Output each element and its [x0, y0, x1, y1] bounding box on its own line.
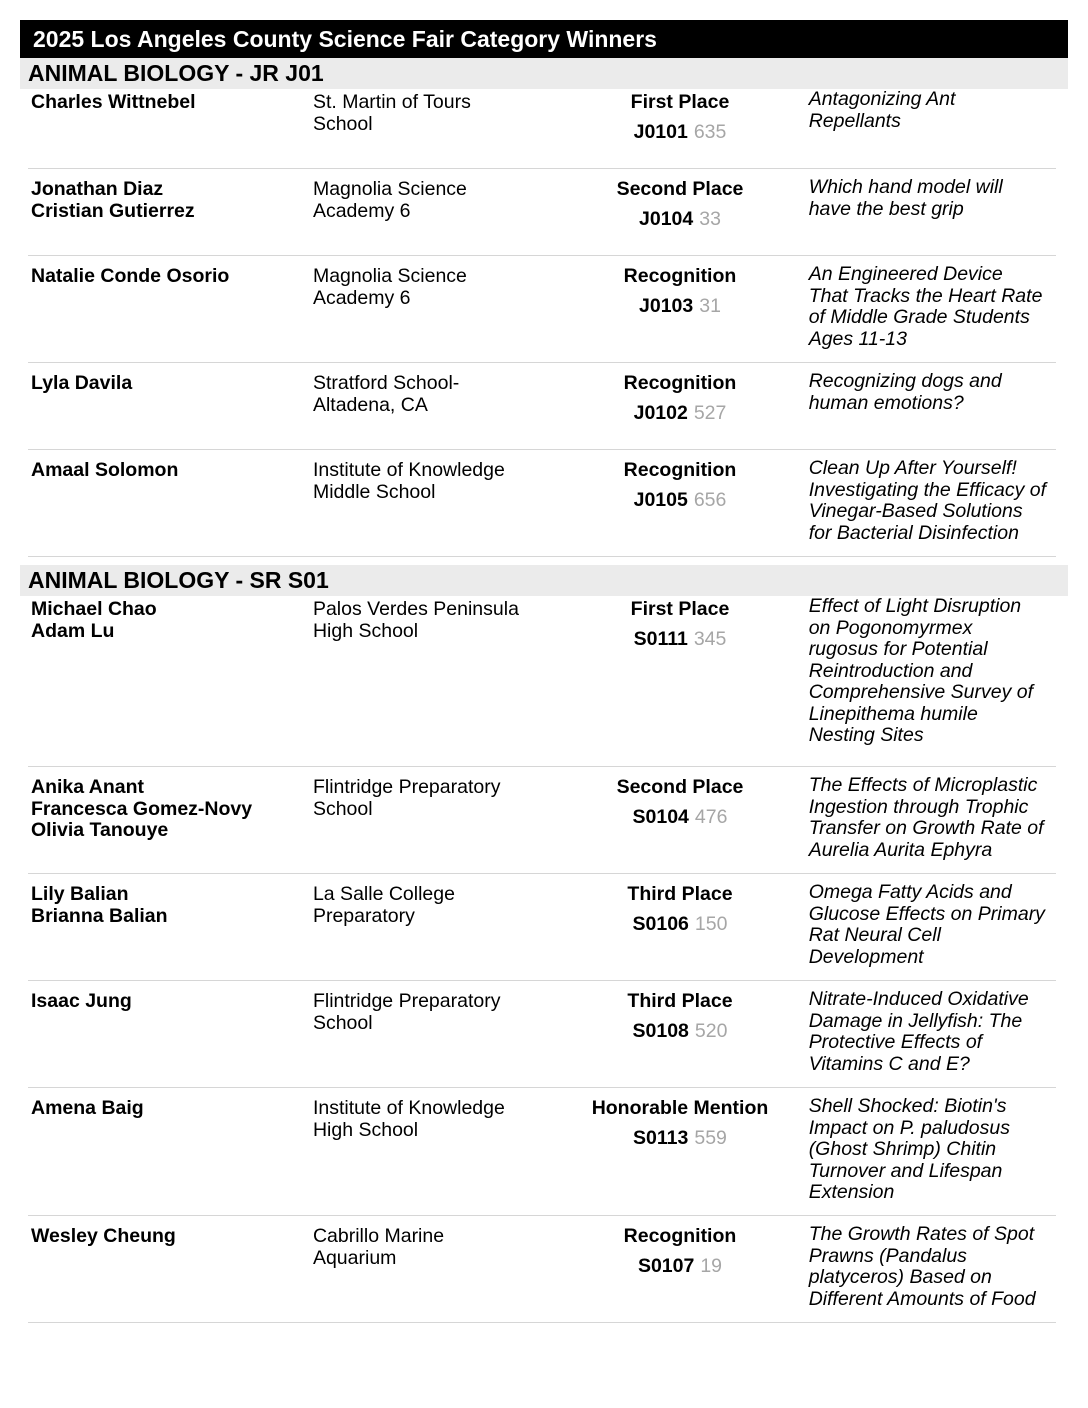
entry-row: [28, 450, 1056, 557]
entry-names: [28, 767, 313, 873]
award-label: Recognition: [623, 459, 737, 481]
school-line: School: [312, 112, 373, 135]
student-name: Jonathan Diaz: [31, 178, 164, 200]
school-line: School: [312, 797, 373, 820]
project-title: [800, 874, 1056, 980]
entry-list: [28, 596, 1056, 1323]
title-line: for Bacterial Disinfection: [808, 521, 1019, 544]
award-label: Second Place: [616, 776, 744, 798]
entry-school: [313, 1088, 560, 1215]
section-heading: ANIMAL BIOLOGY - SR S01: [20, 565, 1068, 596]
title-line: on Pogonomyrmex: [808, 616, 973, 639]
section-heading: ANIMAL BIOLOGY - JR J01: [20, 58, 1068, 89]
project-code: J0102: [633, 401, 688, 424]
award-label: First Place: [630, 91, 730, 113]
entry-award: [560, 596, 799, 766]
award-label: Recognition: [623, 265, 737, 287]
school-line: School: [312, 1011, 373, 1034]
entry-school: [313, 169, 560, 255]
title-line: have the best grip: [808, 197, 964, 220]
award-label: Recognition: [623, 372, 737, 394]
school-line: La Salle College: [312, 883, 455, 905]
project-number: 635: [693, 120, 727, 143]
entry-school: [313, 981, 560, 1087]
title-line: Clean Up After Yourself!: [808, 457, 1017, 479]
entry-names: [28, 256, 313, 362]
title-line: An Engineered Device: [808, 263, 1003, 285]
entry-names: [28, 169, 313, 255]
title-line: Development: [808, 945, 924, 968]
student-name: Anika Anant: [31, 776, 145, 798]
title-line: Omega Fatty Acids and: [808, 881, 1012, 903]
title-line: Impact on P. paludosus: [808, 1116, 1010, 1139]
title-line: Different Amounts of Food: [808, 1287, 1036, 1310]
title-line: Nitrate-Induced Oxidative: [808, 988, 1029, 1010]
project-code: J0104: [639, 207, 694, 230]
project-number: 656: [693, 488, 727, 511]
entry-row: [28, 256, 1056, 363]
school-line: Aquarium: [312, 1246, 397, 1269]
section-jr: [20, 58, 1068, 557]
project-title: [800, 1216, 1056, 1322]
title-line: That Tracks the Heart Rate: [808, 284, 1043, 307]
title-line: Nesting Sites: [808, 724, 924, 746]
school-line: Middle School: [312, 480, 436, 503]
entry-award: [560, 874, 799, 980]
title-line: Investigating the Efficacy of: [808, 478, 1047, 501]
project-code: S0113: [633, 1126, 689, 1149]
title-line: human emotions?: [808, 391, 964, 414]
school-line: Magnolia Science: [312, 265, 467, 287]
school-line: High School: [312, 1118, 419, 1141]
project-title: [800, 596, 1056, 766]
title-line: Effect of Light Disruption: [808, 595, 1022, 617]
project-code: J0101: [633, 120, 688, 143]
title-line: Which hand model will: [808, 176, 1003, 198]
school-line: Flintridge Preparatory: [312, 990, 501, 1012]
project-title: [800, 1088, 1056, 1215]
student-name: Olivia Tanouye: [31, 819, 169, 841]
project-number: 527: [693, 401, 727, 424]
project-title: [800, 767, 1056, 873]
title-line: Shell Shocked: Biotin's: [808, 1095, 1007, 1117]
project-code: S0108: [632, 1019, 689, 1042]
entry-row: [28, 169, 1056, 256]
student-name: Adam Lu: [31, 619, 115, 642]
entry-school: [313, 89, 560, 168]
project-number: 33: [699, 207, 721, 230]
project-code: J0103: [639, 294, 694, 317]
entry-list: [28, 89, 1056, 557]
entry-names: [28, 450, 313, 556]
entry-row: [28, 981, 1056, 1088]
school-line: Cabrillo Marine: [312, 1225, 445, 1247]
award-label: Third Place: [627, 990, 733, 1012]
award-label: First Place: [630, 598, 730, 620]
project-number: 31: [699, 294, 721, 317]
entry-row: [28, 1216, 1056, 1323]
title-line: Comprehensive Survey of: [808, 681, 1034, 703]
student-name: Lyla Davila: [31, 372, 133, 394]
entry-school: [313, 1216, 560, 1322]
student-name: Francesca Gomez-Novy: [31, 797, 253, 820]
student-name: Isaac Jung: [31, 990, 132, 1012]
project-number: 345: [693, 627, 727, 650]
title-line: of Middle Grade Students: [808, 306, 1030, 328]
title-line: platyceros) Based on: [808, 1266, 992, 1288]
title-line: Damage in Jellyfish: The: [808, 1009, 1023, 1032]
title-line: Vinegar-Based Solutions: [808, 500, 1023, 522]
award-label: Second Place: [616, 178, 744, 200]
school-line: Institute of Knowledge: [312, 1097, 505, 1119]
page: [20, 20, 1068, 1323]
title-line: Protective Effects of: [808, 1031, 983, 1053]
title-line: Glucose Effects on Primary: [808, 902, 1045, 925]
project-number: 19: [700, 1254, 723, 1277]
project-number: 520: [694, 1019, 728, 1042]
title-line: Reintroduction and: [808, 659, 973, 682]
entry-row: [28, 767, 1056, 874]
title-line: Turnover and Lifespan: [808, 1159, 1003, 1182]
project-number: 150: [694, 912, 728, 935]
project-number: 559: [694, 1126, 727, 1149]
project-title: [800, 363, 1056, 449]
entry-award: [560, 89, 799, 168]
entry-school: [313, 596, 560, 766]
entry-school: [313, 767, 560, 873]
entry-award: [560, 981, 799, 1087]
entry-row: [28, 596, 1056, 767]
student-name: Wesley Cheung: [31, 1225, 176, 1247]
title-line: (Ghost Shrimp) Chitin: [808, 1138, 997, 1160]
project-number: 476: [694, 805, 728, 828]
entry-row: [28, 363, 1056, 450]
title-line: rugosus for Potential: [808, 638, 988, 660]
entry-row: [28, 89, 1056, 169]
title-line: Recognizing dogs and: [808, 370, 1002, 392]
project-code: S0107: [637, 1254, 695, 1277]
entry-award: [560, 767, 799, 873]
entry-award: [560, 1216, 799, 1322]
school-line: Academy 6: [312, 286, 411, 309]
entry-school: [313, 450, 560, 556]
school-line: High School: [312, 619, 419, 642]
award-label: Third Place: [627, 883, 733, 905]
project-code: S0111: [633, 627, 688, 650]
project-title: [800, 89, 1056, 168]
award-label: Recognition: [623, 1225, 737, 1247]
entry-school: [313, 874, 560, 980]
school-line: Stratford School-: [312, 372, 460, 394]
student-name: Michael Chao: [31, 598, 157, 620]
title-line: Ages 11-13: [808, 327, 907, 350]
entry-names: [28, 981, 313, 1087]
entry-row: [28, 1088, 1056, 1216]
student-name: Natalie Conde Osorio: [31, 265, 230, 287]
school-line: Magnolia Science: [312, 178, 467, 200]
title-line: Linepithema humile: [808, 702, 978, 725]
entry-award: [560, 256, 799, 362]
entry-names: [28, 596, 313, 766]
project-title: [800, 256, 1056, 362]
title-line: Repellants: [808, 109, 901, 132]
entry-names: [28, 89, 313, 168]
student-name: Amaal Solomon: [31, 459, 179, 481]
project-title: [800, 169, 1056, 255]
school-line: Altadena, CA: [312, 393, 428, 416]
entry-award: [560, 363, 799, 449]
page-title: 2025 Los Angeles County Science Fair Category Winners: [20, 20, 1068, 58]
project-code: S0104: [632, 805, 689, 828]
title-line: Antagonizing Ant: [808, 88, 956, 110]
title-line: The Growth Rates of Spot: [808, 1223, 1035, 1245]
project-code: S0106: [632, 912, 689, 935]
school-line: Palos Verdes Peninsula: [312, 598, 519, 620]
project-title: [800, 981, 1056, 1087]
school-line: Institute of Knowledge: [312, 459, 505, 481]
title-line: Vitamins C and E?: [808, 1052, 970, 1075]
title-line: Prawns (Pandalus: [808, 1244, 967, 1267]
project-code: J0105: [633, 488, 688, 511]
entry-school: [313, 363, 560, 449]
project-title: [800, 450, 1056, 556]
school-line: Academy 6: [312, 199, 411, 222]
award-label: Honorable Mention: [591, 1097, 769, 1119]
title-line: Aurelia Aurita Ephyra: [808, 838, 993, 861]
entry-names: [28, 1216, 313, 1322]
section-sr: [20, 565, 1068, 1323]
entry-award: [560, 1088, 799, 1215]
student-name: Charles Wittnebel: [31, 91, 196, 113]
student-name: Amena Baig: [31, 1097, 144, 1119]
title-line: Ingestion through Trophic: [808, 795, 1029, 818]
entry-row: [28, 874, 1056, 981]
entry-award: [560, 450, 799, 556]
entry-names: [28, 363, 313, 449]
school-line: Flintridge Preparatory: [312, 776, 501, 798]
title-line: Rat Neural Cell: [808, 924, 941, 946]
entry-award: [560, 169, 799, 255]
title-line: Extension: [808, 1181, 895, 1203]
entry-names: [28, 874, 313, 980]
entry-names: [28, 1088, 313, 1215]
title-line: Transfer on Growth Rate of: [808, 817, 1044, 839]
student-name: Cristian Gutierrez: [31, 199, 195, 222]
title-line: The Effects of Microplastic: [808, 774, 1038, 796]
student-name: Brianna Balian: [31, 904, 168, 927]
school-line: Preparatory: [312, 904, 415, 927]
student-name: Lily Balian: [31, 883, 129, 905]
entry-school: [313, 256, 560, 362]
school-line: St. Martin of Tours: [312, 91, 471, 113]
